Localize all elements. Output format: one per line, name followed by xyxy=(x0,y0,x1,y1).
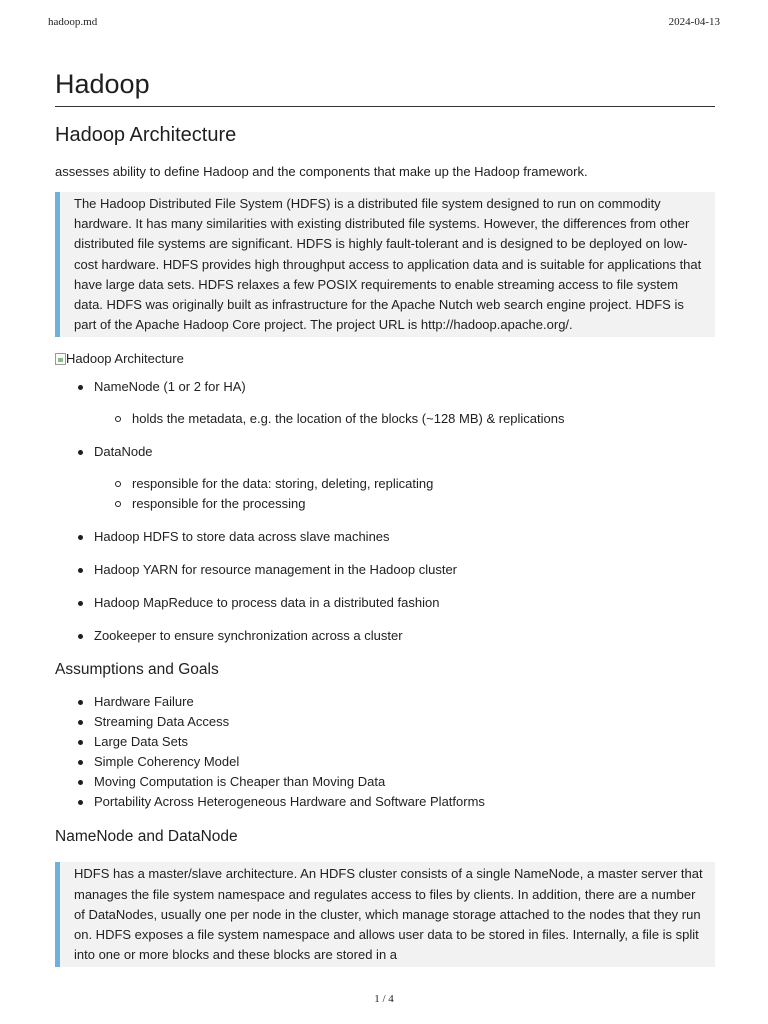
document-content xyxy=(55,66,715,989)
list-item: Hadoop YARN for resource management in the Hadoop cluster xyxy=(55,560,715,580)
broken-image-icon xyxy=(55,353,66,365)
list-item: Hadoop MapReduce to process data in a distributed fashion xyxy=(55,593,715,613)
print-header xyxy=(48,16,720,32)
list-item-text: DataNode xyxy=(94,444,153,460)
list-item xyxy=(55,442,715,514)
list-item: Zookeeper to ensure synchronization across a cluster xyxy=(55,626,715,646)
list-item: Portability Across Heterogeneous Hardware and Software Platforms xyxy=(55,792,715,812)
architecture-image-alt: Hadoop Architecture xyxy=(66,351,184,367)
namenode-quote: HDFS has a master/slave architecture. An HDFS cluster consists of a single NameNode, a master server that manages the file system namespace and regulates access to files by clients. In addition, there are a number of DataNodes, usually one per node in the cluster, which manage storage attached to the nodes that they run on. HDFS exposes a file system namespace and allows user data to be stored in files. Internally, a file is split into one or more blocks and these blocks are stored in a xyxy=(55,862,715,967)
section-heading-architecture: Hadoop Architecture xyxy=(55,124,237,146)
sub-list-item: responsible for the data: storing, deleting, replicating xyxy=(94,474,715,494)
list-item: Hadoop HDFS to store data across slave machines xyxy=(55,527,715,547)
list-item: Simple Coherency Model xyxy=(55,752,715,772)
sub-list-item: responsible for the processing xyxy=(94,494,715,514)
list-item: Hardware Failure xyxy=(55,692,715,712)
list-item-text: NameNode (1 or 2 for HA) xyxy=(94,379,246,395)
sub-list xyxy=(94,409,715,429)
sub-list xyxy=(94,474,715,514)
list-item: Streaming Data Access xyxy=(55,712,715,732)
list-item xyxy=(55,377,715,429)
component-list xyxy=(55,377,715,646)
section-heading-assumptions: Assumptions and Goals xyxy=(55,661,219,679)
page-number: 1 / 4 xyxy=(374,993,394,1005)
architecture-image xyxy=(55,349,715,369)
assumptions-list xyxy=(55,692,715,812)
list-item: Moving Computation is Cheaper than Moving Data xyxy=(55,772,715,792)
hdfs-quote: The Hadoop Distributed File System (HDFS) is a distributed file system designed to run on commodity hardware. It has many similarities with existing distributed file systems. However, the differences from other distributed file systems are significant. HDFS is highly fault-tolerant and is designed to be deployed on low-cost hardware. HDFS provides high throughput access to application data and is suitable for applications that have large data sets. HDFS relaxes a few POSIX requirements to enable streaming access to file system data. HDFS was originally built as infrastructure for the Apache Nutch web search engine project. HDFS is part of the Apache Hadoop Core project. The project URL is http://hadoop.apache.org/. xyxy=(55,192,715,337)
print-header-filename: hadoop.md xyxy=(48,16,98,28)
list-item: Large Data Sets xyxy=(55,732,715,752)
intro-paragraph: assesses ability to define Hadoop and the components that make up the Hadoop framework. xyxy=(55,164,588,179)
sub-list-item: holds the metadata, e.g. the location of the blocks (~128 MB) & replications xyxy=(94,409,715,429)
page-title: Hadoop xyxy=(55,66,715,107)
print-header-date: 2024-04-13 xyxy=(668,16,720,28)
section-heading-namenode: NameNode and DataNode xyxy=(55,828,238,846)
